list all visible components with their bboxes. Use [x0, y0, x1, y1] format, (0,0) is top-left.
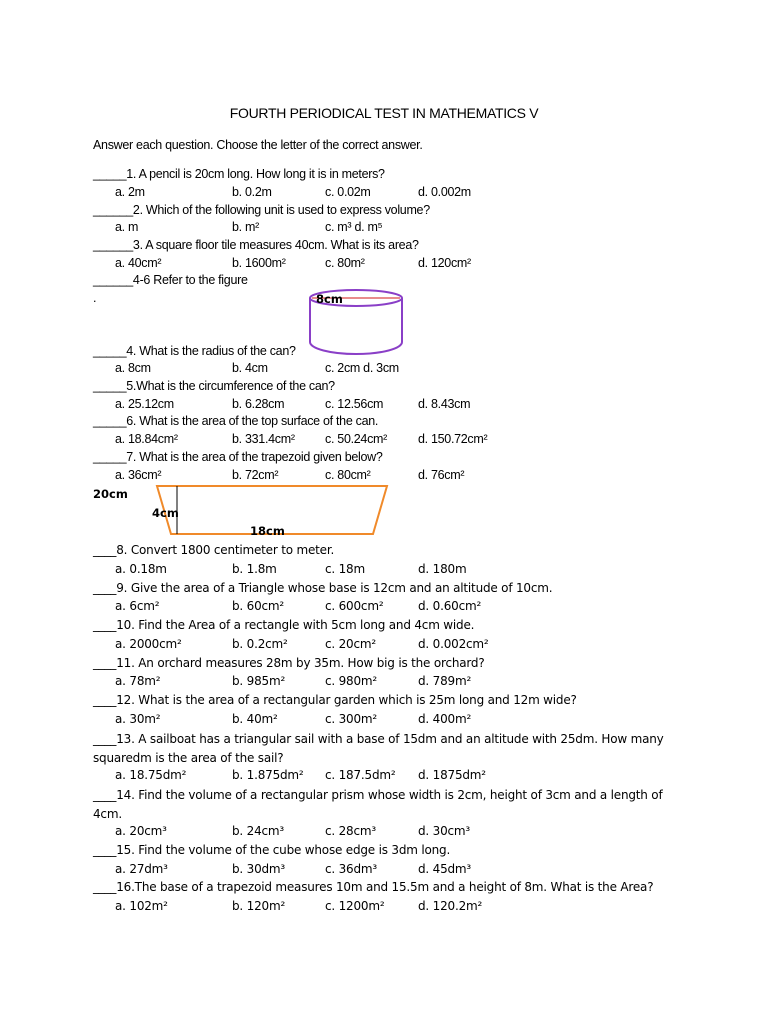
q16-option-b: b. 120m² — [232, 899, 286, 913]
q16-option-a: a. 102m² — [115, 899, 168, 913]
page-title: FOURTH PERIODICAL TEST IN MATHEMATICS V — [229, 105, 539, 121]
q6-option-b: b. 331.4cm² — [232, 432, 295, 446]
question-10: ____10. Find the Area of a rectangle with 5cm long and 4cm wide. — [93, 618, 475, 632]
instructions: Answer each question. Choose the letter of the correct answer. — [93, 138, 423, 152]
q15-option-a: a. 27dm³ — [115, 862, 168, 876]
trapezoid-height-label: 4cm — [152, 506, 179, 520]
q2-option-a: a. m — [115, 220, 139, 234]
trapezoid-left-label: 20cm — [93, 487, 128, 501]
q9-option-b: b. 60cm² — [232, 599, 285, 613]
question-7: _____7. What is the area of the trapezoid given below? — [93, 450, 383, 464]
q5-option-b: b. 6.28cm — [232, 397, 285, 411]
q6-option-d: d. 150.72cm² — [418, 432, 488, 446]
q13-option-a: a. 18.75dm² — [115, 768, 187, 782]
q6-option-a: a. 18.84cm² — [115, 432, 178, 446]
question-5: _____5.What is the circumference of the can? — [93, 379, 335, 393]
q15-option-d: d. 45dm³ — [418, 862, 472, 876]
q14-option-d: d. 30cm³ — [418, 824, 471, 838]
q4-option-b: b. 4cm — [232, 361, 268, 375]
q11-option-c: c. 980m² — [325, 674, 378, 688]
q4-option-a: a. 8cm — [115, 361, 151, 375]
q10-option-a: a. 2000cm² — [115, 637, 182, 651]
q1-option-b: b. 0.2m — [232, 185, 272, 199]
question-6: _____6. What is the area of the top surface of the can. — [93, 414, 379, 428]
q13-option-d: d. 1875dm² — [418, 768, 486, 782]
q3-option-b: b. 1600m² — [232, 256, 286, 270]
q14-option-b: b. 24cm³ — [232, 824, 285, 838]
q11-option-d: d. 789m² — [418, 674, 472, 688]
question-2: ______2. Which of the following unit is used to express volume? — [93, 203, 430, 217]
q7-option-d: d. 76cm² — [418, 468, 465, 482]
question-13: ____13. A sailboat has a triangular sail with a base of 15dm and an altitude with 25dm. How many squaredm is the area of the sail? — [93, 732, 664, 765]
question-14: ____14. Find the volume of a rectangular prism whose width is 2cm, height of 3cm and a length of 4cm. — [93, 788, 663, 821]
q8-option-c: c. 18m — [325, 562, 365, 576]
question-12: ____12. What is the area of a rectangular garden which is 25m long and 12m wide? — [93, 693, 577, 707]
q10-option-b: b. 0.2cm² — [232, 637, 288, 651]
q8-option-a: a. 0.18m — [115, 562, 167, 576]
q14-option-a: a. 20cm³ — [115, 824, 167, 838]
q13-option-b: b. 1.875dm² — [232, 768, 304, 782]
q2-option-c: c. m³ d. m⁵ — [325, 220, 383, 234]
q1-option-c: c. 0.02m — [325, 185, 371, 199]
q10-option-d: d. 0.002cm² — [418, 637, 489, 651]
q3-option-c: c. 80m² — [325, 256, 365, 270]
q8-option-d: d. 180m — [418, 562, 467, 576]
q12-option-a: a. 30m² — [115, 712, 161, 726]
question-1: _____1. A pencil is 20cm long. How long it is in meters? — [93, 167, 385, 181]
question-3: ______3. A square floor tile measures 40cm. What is its area? — [93, 238, 419, 252]
q1-option-a: a. 2m — [115, 185, 145, 199]
question-4-6-intro: ______4-6 Refer to the figure — [93, 273, 248, 287]
q3-option-d: d. 120cm² — [418, 256, 471, 270]
q8-option-b: b. 1.8m — [232, 562, 277, 576]
stray-dot: . — [93, 291, 97, 305]
q12-option-d: d. 400m² — [418, 712, 472, 726]
q10-option-c: c. 20cm² — [325, 637, 376, 651]
q14-option-c: c. 28cm³ — [325, 824, 376, 838]
question-11: ____11. An orchard measures 28m by 35m. How big is the orchard? — [93, 656, 485, 670]
cylinder-diameter-label: 8cm — [316, 292, 343, 306]
question-9: ____9. Give the area of a Triangle whose base is 12cm and an altitude of 10cm. — [93, 581, 553, 595]
q15-option-b: b. 30dm³ — [232, 862, 286, 876]
question-16: ____16.The base of a trapezoid measures 10m and 15.5m and a height of 8m. What is the Area? — [93, 880, 654, 894]
q15-option-c: c. 36dm³ — [325, 862, 378, 876]
question-8: ____8. Convert 1800 centimeter to meter. — [93, 543, 335, 557]
q13-option-c: c. 187.5dm² — [325, 768, 396, 782]
q7-option-a: a. 36cm² — [115, 468, 162, 482]
q1-option-d: d. 0.002m — [418, 185, 471, 199]
q9-option-c: c. 600cm² — [325, 599, 384, 613]
q11-option-b: b. 985m² — [232, 674, 286, 688]
q2-option-b: b. m² — [232, 220, 259, 234]
q6-option-c: c. 50.24cm² — [325, 432, 388, 446]
q12-option-c: c. 300m² — [325, 712, 378, 726]
q5-option-d: d. 8.43cm — [418, 397, 471, 411]
q5-option-c: c. 12.56cm — [325, 397, 384, 411]
q5-option-a: a. 25.12cm — [115, 397, 174, 411]
trapezoid-base-label: 18cm — [250, 524, 285, 538]
q9-option-a: a. 6cm² — [115, 599, 160, 613]
q7-option-b: b. 72cm² — [232, 468, 279, 482]
q7-option-c: c. 80cm² — [325, 468, 371, 482]
q9-option-d: d. 0.60cm² — [418, 599, 482, 613]
q16-option-c: c. 1200m² — [325, 899, 385, 913]
question-4: _____4. What is the radius of the can? — [93, 344, 296, 358]
question-15: ____15. Find the volume of the cube whose edge is 3dm long. — [93, 843, 451, 857]
q12-option-b: b. 40m² — [232, 712, 278, 726]
q3-option-a: a. 40cm² — [115, 256, 162, 270]
q4-option-c: c. 2cm d. 3cm — [325, 361, 399, 375]
q16-option-d: d. 120.2m² — [418, 899, 483, 913]
q11-option-a: a. 78m² — [115, 674, 161, 688]
